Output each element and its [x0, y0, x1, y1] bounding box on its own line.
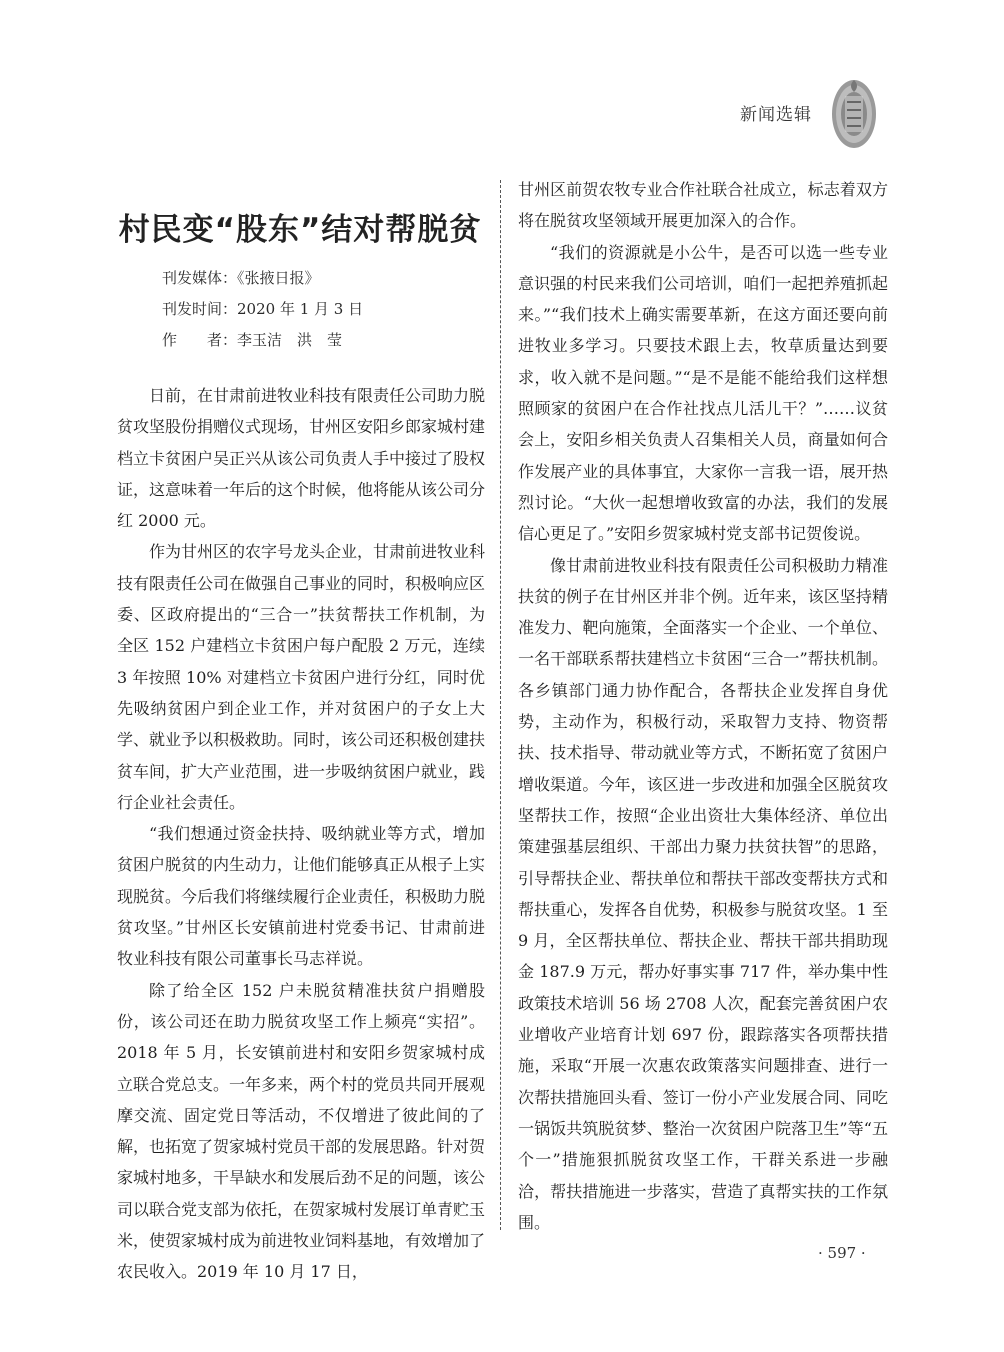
paragraph: 日前，在甘肃前进牧业科技有限责任公司助力脱贫攻坚股份捐赠仪式现场，甘州区安阳乡郎家城村建档立卡贫困户吴正兴从该公司负责人手中接过了股权证，这意味着一年后的这个时候，他将能从该公司分红 2000 元。	[117, 386, 486, 531]
right-column	[518, 174, 888, 1238]
column-divider	[500, 180, 501, 1230]
meta-date-row	[162, 294, 363, 325]
page-number: · 597 ·	[818, 1244, 866, 1262]
paragraph: 甘州区前贺农牧专业合作社联合社成立，标志着双方将在脱贫攻坚领域开展更加深入的合作。	[518, 180, 888, 231]
left-column	[117, 380, 485, 1288]
meta-author-row	[162, 325, 363, 356]
article-meta	[162, 263, 363, 356]
meta-media-row	[162, 263, 363, 294]
meta-date-label: 刊发时间：	[162, 300, 238, 318]
seal-emblem-icon	[828, 72, 880, 152]
paragraph: 像甘肃前进牧业科技有限责任公司积极助力精准扶贫的例子在甘州区并非个例。近年来，该区坚持精准发力、靶向施策，全面落实一个企业、一个单位、一名干部联系帮扶建档立卡贫困“三合一”帮扶机制。各乡镇部门通力协作配合，各帮扶企业发挥自身优势，主动作为，积极行动，采取智力支持、物资帮扶、技术指导、带动就业等方式，不断拓宽了贫困户增收渠道。今年，该区进一步改进和加强全区脱贫攻坚帮扶工作，按照“企业出资壮大集体经济、单位出策建强基层组织、干部出力聚力扶贫扶智”的思路，引导帮扶企业、帮扶单位和帮扶干部改变帮扶方式和帮扶重心，发挥各自优势，积极参与脱贫攻坚。1 至 9 月，全区帮扶单位、帮扶企业、帮扶干部共捐助现金 187.9 万元，帮办好事实事 717 件，举办集中性政策技术培训 56 场 2708 人次，配套完善贫困户农业增收产业培育计划 697 份，跟踪落实各项帮扶措施，采取“开展一次惠农政策落实问题排查、进行一次帮扶措施回头看、签订一份小产业发展合同、同吃一锅饭共筑脱贫梦、整治一次贫困户院落卫生”等“五个一”措施狠抓脱贫攻坚工作，干群关系进一步融洽，帮扶措施进一步落实，营造了真帮实扶的工作氛围。	[518, 555, 888, 1232]
paragraph: 作为甘州区的农字号龙头企业，甘肃前进牧业科技有限责任公司在做强自己事业的同时，积极响应区委、区政府提出的“三合一”扶贫帮扶工作机制，为全区 152 户建档立卡贫困户每户配股 2 万元，连续 3 年按照 10% 对建档立卡贫困户进行分红，同时优先吸纳贫困户到企业工作，并对贫困户的子女上大学、就业予以积极救助。同时，该公司还积极创建扶贫车间，扩大产业范围，进一步吸纳贫困户就业，践行企业社会责任。	[117, 542, 486, 812]
section-label: 新闻选辑	[740, 105, 812, 125]
meta-author-label: 作 者：	[162, 331, 238, 349]
article-title: 村民变“股东”结对帮脱贫	[118, 212, 482, 248]
meta-date: 2020 年 1 月 3 日	[237, 300, 364, 318]
paragraph: “我们的资源就是小公牛，是否可以选一些专业意识强的村民来我们公司培训，咱们一起把养殖抓起来。”“我们技术上确实需要革新，在这方面还要向前进牧业多学习。只要技术跟上去，牧草质量达到要求，收入就不是问题。”“是不是能不能给我们这样想照顾家的贫困户在合作社找点儿活儿干？”……议贫会上，安阳乡相关负责人召集相关人员，商量如何合作发展产业的具体事宜，大家你一言我一语，展开热烈讨论。“大伙一起想增收致富的办法，我们的发展信心更足了。”安阳乡贺家城村党支部书记贺俊说。	[518, 242, 888, 544]
paragraph: “我们想通过资金扶持、吸纳就业等方式，增加贫困户脱贫的内生动力，让他们能够真正从根子上实现脱贫。今后我们将继续履行企业责任，积极助力脱贫攻坚。”甘州区长安镇前进村党委书记、甘肃前进牧业科技有限公司董事长马志祥说。	[117, 824, 486, 969]
paragraph: 除了给全区 152 户未脱贫精准扶贫户捐赠股份，该公司还在助力脱贫攻坚工作上频亮“实招”。2018 年 5 月，长安镇前进村和安阳乡贺家城村成立联合党总支。一年多来，两个村的党员共同开展观摩交流、固定党日等活动，不仅增进了彼此间的了解，也拓宽了贺家城村党员干部的发展思路。针对贺家城村地多，干旱缺水和发展后劲不足的问题，该公司以联合党支部为依托，在贺家城村发展订单青贮玉米，使贺家城村成为前进牧业饲料基地，有效增加了农民收入。2019 年 10 月 17 日，	[117, 980, 486, 1282]
meta-media-label: 刊发媒体：	[162, 269, 238, 287]
meta-authors: 李玉洁 洪 莹	[237, 331, 343, 349]
meta-media: 《张掖日报》	[237, 269, 320, 287]
